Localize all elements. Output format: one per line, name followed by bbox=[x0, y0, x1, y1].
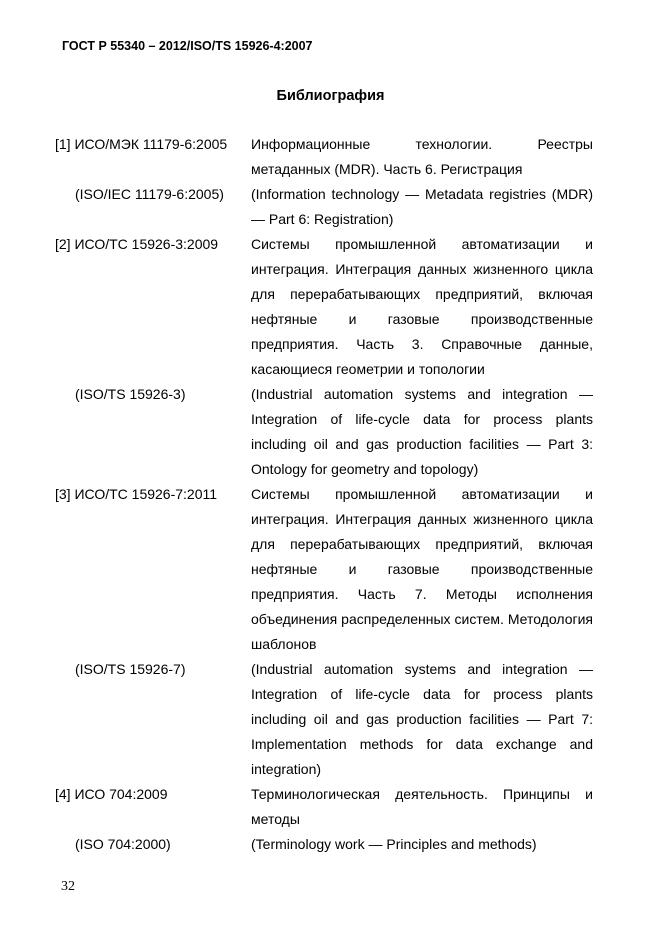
bibliography-entry bbox=[0, 232, 661, 382]
entry-description: Информационные технологии. Реестры метаданных (MDR). Часть 6. Регистрация bbox=[251, 136, 593, 177]
bibliography-entry-international bbox=[0, 832, 661, 857]
entry-reference: [1] ИСО/МЭК 11179-6:2005 bbox=[55, 136, 228, 152]
entry-description: Системы промышленной автоматизации и интеграция. Интеграция данных жизненного цикла для перерабатывающих предприятий, включая нефтяные и газовые производственные предприятия. Часть 3. Справочные данные, касающиеся геометрии и топологии bbox=[251, 236, 593, 377]
entry-description: (Terminology work — Principles and methods) bbox=[251, 836, 537, 852]
bibliography-entry-international bbox=[0, 182, 661, 232]
entry-description: (Industrial automation systems and integration — Integration of life-cycle data for process plants including oil and gas production facilities — Part 7: Implementation methods for data exchange and integration) bbox=[251, 661, 593, 777]
page-number: 32 bbox=[61, 879, 75, 894]
bibliography-entry-international bbox=[0, 382, 661, 482]
entry-description: (Information technology — Metadata registries (MDR) — Part 6: Registration) bbox=[251, 186, 593, 227]
bibliography-list bbox=[0, 132, 661, 857]
entry-reference: (ISO/TS 15926-7) bbox=[75, 661, 186, 677]
entry-reference: (ISO/IEC 11179-6:2005) bbox=[75, 186, 224, 202]
entry-description: Системы промышленной автоматизации и интеграция. Интеграция данных жизненного цикла для перерабатывающих предприятий, включая нефтяные и газовые производственные предприятия. Часть 7. Методы исполнения объединения распределенных систем. Методология шаблонов bbox=[251, 486, 593, 652]
entry-reference: (ISO/TS 15926-3) bbox=[75, 386, 186, 402]
bibliography-entry bbox=[0, 482, 661, 657]
bibliography-entry-international bbox=[0, 657, 661, 782]
entry-reference: [3] ИСО/ТС 15926-7:2011 bbox=[55, 486, 218, 502]
document-header: ГОСТ Р 55340 – 2012/ISO/TS 15926-4:2007 bbox=[62, 39, 313, 53]
entry-description: (Industrial automation systems and integration — Integration of life-cycle data for process plants including oil and gas production facilities — Part 3: Ontology for geometry and topology) bbox=[251, 386, 593, 477]
entry-reference: [2] ИСО/ТС 15926-3:2009 bbox=[55, 236, 219, 252]
entry-reference: [4] ИСО 704:2009 bbox=[55, 786, 168, 802]
entry-description: Терминологическая деятельность. Принципы и методы bbox=[251, 786, 593, 827]
bibliography-entry bbox=[0, 782, 661, 832]
entry-reference: (ISO 704:2000) bbox=[75, 836, 171, 852]
page-title: Библиография bbox=[276, 88, 385, 104]
bibliography-entry bbox=[0, 132, 661, 182]
